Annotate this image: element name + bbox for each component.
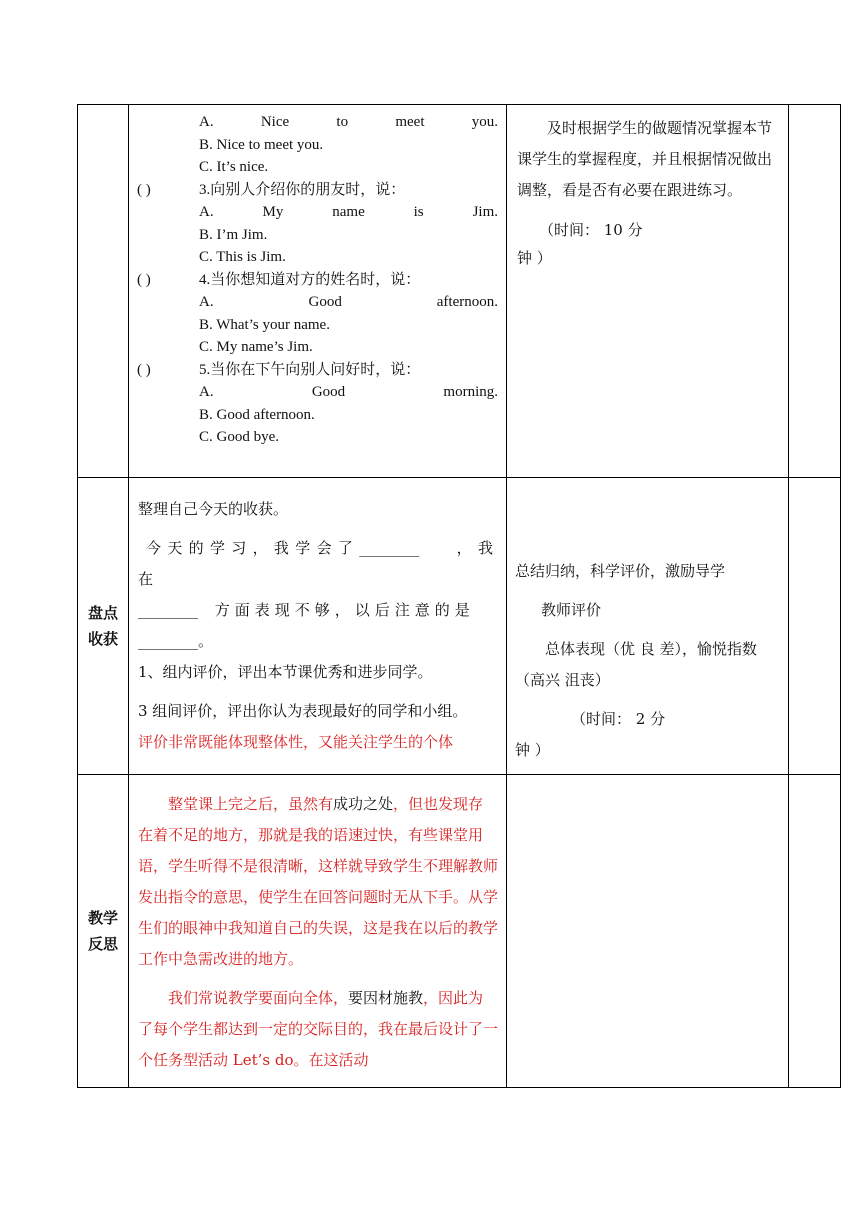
summary-content-cell (129, 478, 507, 775)
question-5-text: 5.当你在下午向别人问好时，说： (199, 361, 421, 378)
summary-line-3: 1、组内评价，评出本节课优秀和进步同学。 (138, 663, 433, 681)
question-4-text: 4.当你想知道对方的姓名时，说： (199, 271, 421, 288)
summary-line-2: 今天的学习，我学会了________ ，我在 ________ 方面表现不够，以后注意的是 ________。 (138, 539, 498, 650)
summary-extra-cell (789, 478, 841, 775)
summary-line-5: 评价非常既能体现整体性，又能关注学生的个体 (138, 733, 454, 751)
reflection-para-1: 整堂课上完之后，虽然有成功之处，但也发现存在着不足的地方，那就是我的语速过快，有些课堂用语，学生听得不是很清晰，这样就导致学生不理解教师发出指令的意思，使学生在回答问题时无从下手。从学生们的眼神中我知道自己的失误，这是我在以后的教学工作中急需改进的地方。 (138, 795, 499, 968)
question-4 (137, 269, 498, 292)
summary-note-3: 总体表现（优 良 差），愉悦指数（高兴 沮丧） (515, 640, 758, 689)
summary-note-cell (507, 478, 789, 775)
q3-option-c: C. This is Jim. (199, 249, 286, 265)
q2-option-b: B. Nice to meet you. (199, 136, 324, 153)
answer-blank: ( ) (137, 181, 151, 198)
q2-option-c: C. It’s nice. (199, 159, 269, 175)
answer-blank: ( ) (137, 271, 151, 288)
reflection-para-2: 我们常说教学要面向全体，要因材施教，因此为了每个学生都达到一定的交际目的，我在最后设计了一个任务型活动 Let’s do。在这活动 (138, 989, 499, 1069)
exercise-time: （时间： 10 分 钟 ） (517, 221, 643, 267)
q5-option-b: B. Good afternoon. (199, 406, 315, 423)
question-5 (137, 359, 498, 382)
exercise-note-cell (507, 105, 789, 478)
summary-note-2: 教师评价 (541, 601, 602, 619)
summary-line-1: 整理自己今天的收获。 (138, 500, 289, 518)
summary-label: 盘点 收获 (78, 478, 129, 775)
exercise-label-cell (78, 105, 129, 478)
summary-note-1: 总结归纳，科学评价，激励导学 (515, 562, 726, 580)
exercise-note: 及时根据学生的做题情况掌握本节课学生的掌握程度，并且根据情况做出调整，看是否有必要在跟进练习。 (517, 119, 773, 199)
q5-option-c: C. Good bye. (199, 429, 279, 445)
summary-row (78, 478, 841, 775)
reflection-extra-cell (789, 775, 841, 1088)
q5-option-a: A. Good morning. (199, 384, 498, 400)
q3-option-a: A. My name is Jim. (199, 204, 498, 220)
q2-option-a: A. Nice to meet you. (199, 114, 498, 130)
exercise-row (78, 105, 841, 478)
question-3 (137, 179, 498, 202)
q4-option-b: B. What’s your name. (199, 316, 330, 333)
summary-time: （时间： 2 分 钟 ） (515, 710, 666, 759)
reflection-row (78, 775, 841, 1088)
reflection-label: 教学 反思 (78, 775, 129, 1088)
exercise-extra-cell (789, 105, 841, 478)
exercise-content-cell (129, 105, 507, 478)
question-3-text: 3.向别人介绍你的朋友时，说： (199, 181, 406, 198)
q3-option-b: B. I’m Jim. (199, 226, 268, 243)
q4-option-a: A. Good afternoon. (199, 294, 498, 310)
lesson-plan-table (77, 104, 841, 1088)
reflection-note-cell (507, 775, 789, 1088)
q4-option-c: C. My name’s Jim. (199, 339, 313, 355)
summary-line-4: 3 组间评价，评出你认为表现最好的同学和小组。 (138, 702, 468, 720)
answer-blank: ( ) (137, 361, 151, 378)
reflection-content-cell (129, 775, 507, 1088)
